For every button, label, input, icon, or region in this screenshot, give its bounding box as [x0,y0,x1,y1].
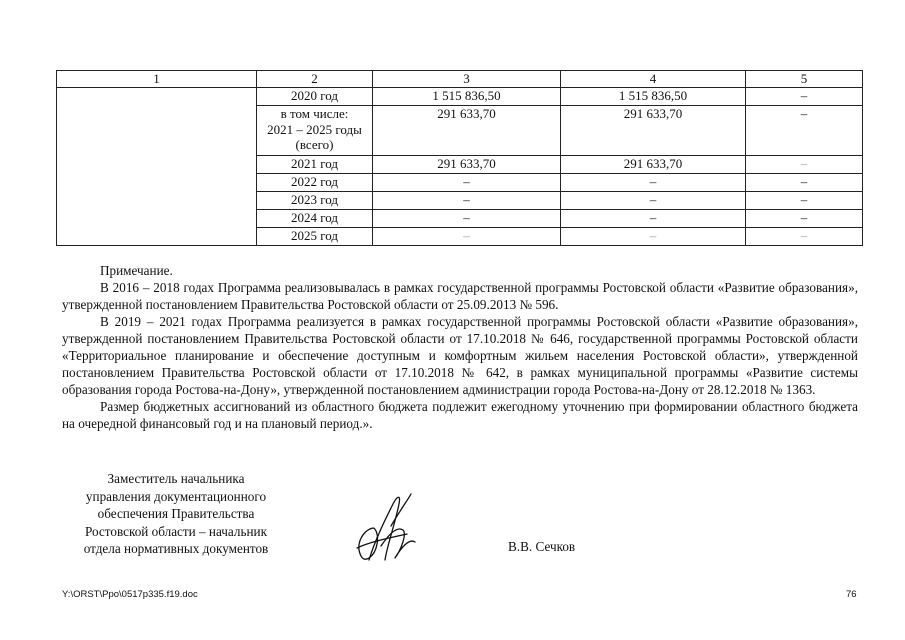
header-cell: 5 [746,71,863,88]
amount-cell: 291 633,70 [373,156,561,174]
header-cell: 4 [561,71,746,88]
year-cell-line: 2021 – 2025 годы [267,121,362,137]
amount-cell: – [746,210,863,228]
year-cell: 2022 год [257,174,373,192]
amount-cell: – [561,228,746,246]
signer-line: управления документационного [85,488,267,504]
signer-line: обеспечения Правительства [97,506,255,521]
amount-cell: – [373,174,561,192]
header-cell: 2 [257,71,373,88]
amount-cell: – [373,228,561,246]
empty-merged-cell [57,88,257,246]
header-cell: 3 [373,71,561,88]
year-cell: 2020 год [257,88,373,106]
signer-line: Заместитель начальника [107,471,245,486]
signer-name: В.В. Сечков [508,539,576,554]
amount-cell: – [746,228,863,246]
amount-cell: – [561,174,746,192]
amount-cell: 1 515 836,50 [373,88,561,106]
note-paragraph: В 2016 – 2018 годах Программа реализовывалась в рамках государственной программы Ростовской области «Развитие образования», утвержденной постановлением Правительства Ростовской области от 25.09.2013 № 596. [62,280,858,312]
amount-cell: – [561,210,746,228]
signer-line: отдела нормативных документов [83,541,269,556]
signer-position [56,470,296,558]
amount-cell: – [746,192,863,210]
budget-table [56,70,863,246]
amount-cell: – [373,192,561,210]
note-paragraph: Размер бюджетных ассигнований из областного бюджета подлежит ежегодному уточнению при формировании областного бюджета на очередной финансовый год и на плановый период.». [62,399,858,431]
year-cell: 2024 год [257,210,373,228]
handwritten-signature [345,490,425,566]
year-cell: 2025 год [257,228,373,246]
signer-line: Ростовской области – начальник [84,523,268,539]
page-number: 76 [846,589,857,600]
year-cell: 2023 год [257,192,373,210]
note-paragraph: В 2019 – 2021 годах Программа реализуется в рамках государственной программы Ростовской области «Развитие образования», утвержденной постановлением Правительства Ростовской области от 17.10.2018 № 646, государственной программы Ростовской области «Территориальное планирование и обеспечение доступным и комфортным жильем населения Ростовской области», утвержденной постановлением Правительства Ростовской области от 17.10.2018 № 642, в рамках муниципальной программы «Развитие системы образования города Ростова-на-Дону», утвержденной постановлением администрации города Ростова-на-Дону от 28.12.2018 № 1363. [62,314,858,397]
amount-cell: – [373,210,561,228]
note-title: Примечание. [100,263,173,278]
notes-block [62,262,858,432]
table-row [57,88,863,106]
year-cell-line: (всего) [295,137,334,152]
year-cell [257,106,373,156]
header-cell: 1 [57,71,257,88]
amount-cell: 291 633,70 [373,106,561,156]
amount-cell: – [746,88,863,106]
table-header-row [57,71,863,88]
year-cell-line: в том числе: [280,106,349,121]
amount-cell: – [561,192,746,210]
amount-cell: 291 633,70 [561,106,746,156]
file-path: Y:\ORST\Ppo\0517p335.f19.doc [62,589,198,600]
year-cell: 2021 год [257,156,373,174]
amount-cell: 1 515 836,50 [561,88,746,106]
amount-cell: – [746,156,863,174]
amount-cell: – [746,174,863,192]
amount-cell: – [746,106,863,156]
amount-cell: 291 633,70 [561,156,746,174]
